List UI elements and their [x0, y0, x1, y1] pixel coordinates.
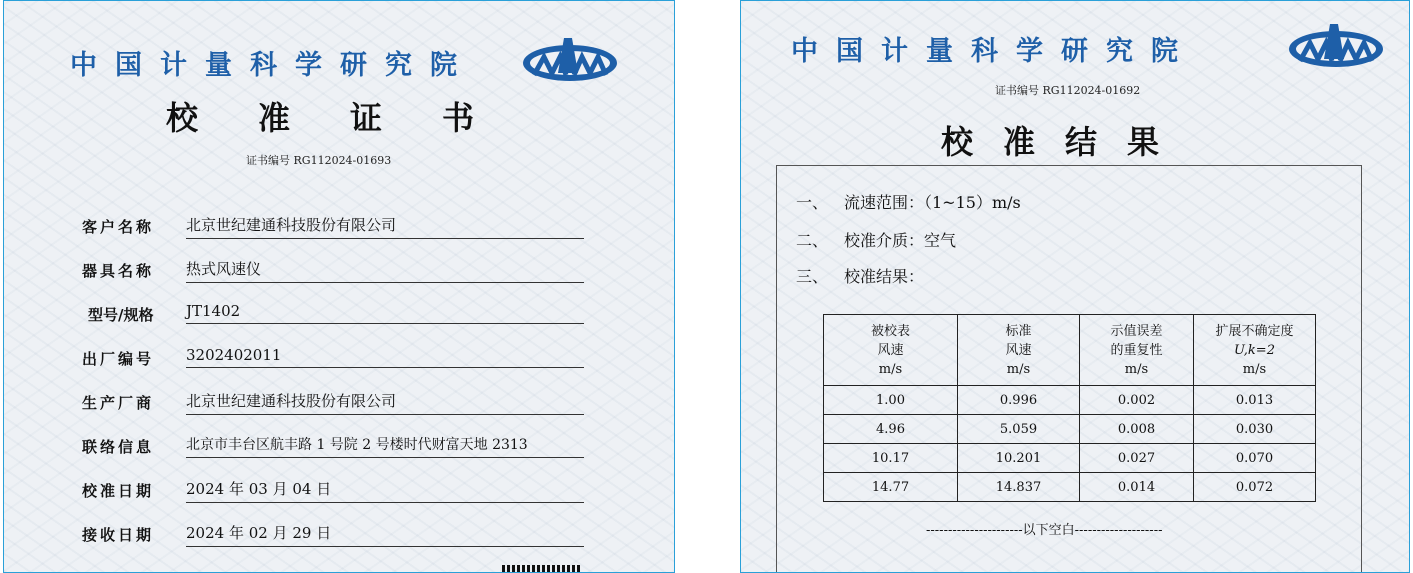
table-row	[824, 473, 1316, 502]
field-customer	[82, 210, 592, 240]
table-cell: 0.002	[1080, 386, 1194, 415]
field-value: 北京市丰台区航丰路 1 号院 2 号楼时代财富天地 2313	[186, 434, 584, 458]
line-text: 流速范围：（1~15）m/s	[844, 193, 1021, 212]
line-number: 二、	[796, 231, 829, 250]
table-row	[824, 444, 1316, 473]
result-line-results	[796, 264, 924, 287]
line-text: 校准结果：	[844, 267, 925, 286]
table-cell: 10.201	[958, 444, 1080, 473]
field-value: 热式风速仪	[186, 258, 584, 283]
table-cell: 4.96	[824, 415, 958, 444]
cert-no-label: 证书编号	[246, 154, 290, 167]
field-label: 联络信息	[82, 438, 155, 456]
field-value: 北京世纪建通科技股份有限公司	[186, 390, 584, 415]
table-cell: 1.00	[824, 386, 958, 415]
field-serial	[82, 342, 592, 372]
table-cell: 0.014	[1080, 473, 1194, 502]
field-manufacturer	[82, 386, 592, 416]
field-calibration-date	[82, 474, 592, 504]
results-title: 校准结果	[941, 123, 1190, 161]
field-value: JT1402	[186, 302, 584, 324]
result-line-medium	[796, 228, 956, 251]
field-label: 型号/规格	[88, 306, 154, 324]
field-label: 器具名称	[82, 262, 155, 280]
header-dut-speed: 被校表 风速 m/s	[824, 315, 958, 386]
field-value: 2024 年 03 月 04 日	[186, 478, 584, 503]
result-line-range	[796, 190, 1021, 213]
header-repeatability: 示值误差 的重复性 m/s	[1080, 315, 1194, 386]
nim-logo-icon	[520, 33, 620, 83]
header-standard-speed: 标准 风速 m/s	[958, 315, 1080, 386]
line-number: 一、	[796, 193, 829, 212]
table-cell: 14.77	[824, 473, 958, 502]
certificate-number	[246, 152, 391, 168]
table-cell: 10.17	[824, 444, 958, 473]
table-cell: 0.008	[1080, 415, 1194, 444]
certificate-number	[995, 82, 1140, 98]
field-label: 出厂编号	[82, 350, 155, 368]
table-cell: 0.013	[1194, 386, 1316, 415]
field-received-date	[82, 518, 592, 548]
cert-no-value: RG112024-01693	[293, 154, 392, 167]
line-text: 校准介质：空气	[844, 231, 957, 250]
table-cell: 5.059	[958, 415, 1080, 444]
cert-no-value: RG112024-01692	[1042, 84, 1141, 97]
institute-name: 中国计量科学研究院	[791, 36, 1196, 67]
nim-logo-icon	[1286, 19, 1386, 69]
blank-below-note: ----------------------以下空白--------------------	[926, 523, 1163, 538]
field-label: 校准日期	[82, 482, 155, 500]
certificate-page	[3, 0, 675, 573]
field-label: 客户名称	[82, 218, 155, 236]
results-page	[740, 0, 1410, 573]
field-contact	[82, 430, 592, 460]
table-cell: 14.837	[958, 473, 1080, 502]
line-number: 三、	[796, 267, 829, 286]
table-cell: 0.027	[1080, 444, 1194, 473]
field-label: 生产厂商	[82, 394, 155, 412]
table-cell: 0.030	[1194, 415, 1316, 444]
certificate-title: 校准证书	[166, 99, 535, 137]
field-value: 3202402011	[186, 346, 584, 368]
institute-name: 中国计量科学研究院	[70, 50, 475, 81]
table-cell: 0.070	[1194, 444, 1316, 473]
table-cell: 0.072	[1194, 473, 1316, 502]
qr-code	[502, 565, 582, 573]
field-value: 2024 年 02 月 29 日	[186, 522, 584, 547]
field-model	[82, 298, 592, 328]
table-row	[824, 386, 1316, 415]
field-instrument	[82, 254, 592, 284]
field-label: 接收日期	[82, 526, 155, 544]
table-row	[824, 415, 1316, 444]
results-table	[823, 314, 1316, 502]
field-value: 北京世纪建通科技股份有限公司	[186, 214, 584, 239]
cert-no-label: 证书编号	[995, 84, 1039, 97]
table-header-row	[824, 315, 1316, 386]
header-uncertainty: 扩展不确定度 U,k=2 m/s	[1194, 315, 1316, 386]
table-cell: 0.996	[958, 386, 1080, 415]
